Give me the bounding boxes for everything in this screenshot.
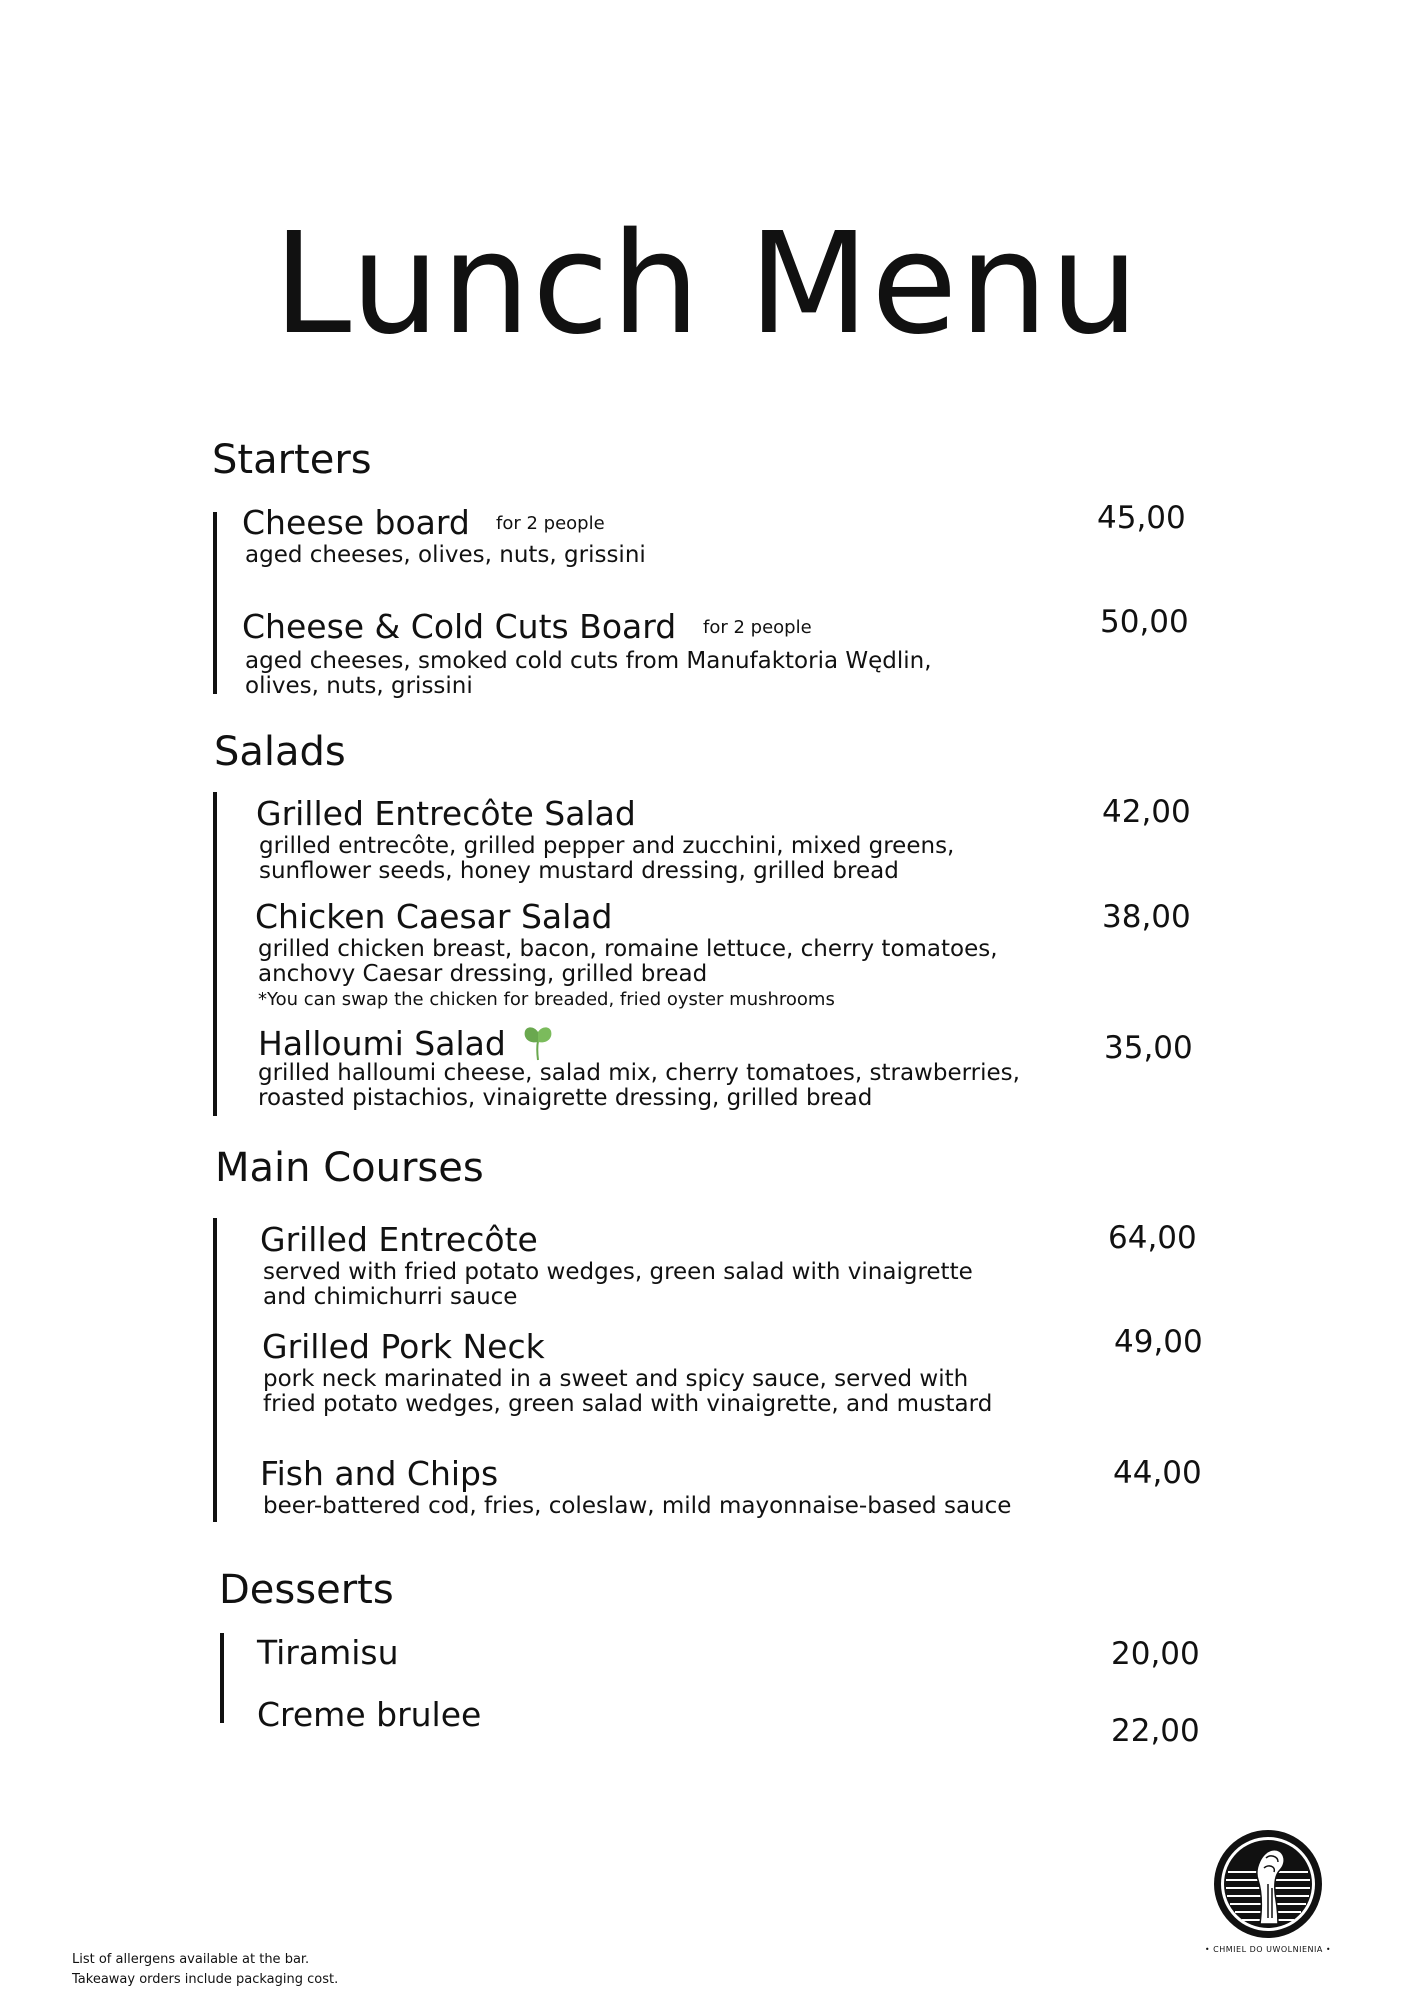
item-name: Cheese & Cold Cuts Board: [242, 607, 677, 646]
item-name: Halloumi Salad: [258, 1024, 506, 1063]
item-description: aged cheeses, smoked cold cuts from Manufaktoria Wędlin,: [245, 648, 932, 674]
item-price: 45,00: [1097, 500, 1186, 536]
item-note: for 2 people: [703, 617, 812, 638]
item-price: 50,00: [1100, 604, 1189, 640]
item-name: Cheese board: [242, 503, 470, 542]
item-description: sunflower seeds, honey mustard dressing, grilled bread: [259, 858, 899, 884]
item-price: 64,00: [1108, 1220, 1197, 1256]
section-divider-bar: [213, 792, 217, 1116]
item-name: Chicken Caesar Salad: [255, 897, 613, 936]
hop-logo-icon: [1212, 1828, 1324, 1940]
item-description: roasted pistachios, vinaigrette dressing, grilled bread: [258, 1085, 873, 1111]
item-description: served with fried potato wedges, green salad with vinaigrette: [263, 1259, 973, 1285]
item-price: 49,00: [1114, 1324, 1203, 1360]
item-price: 22,00: [1111, 1713, 1200, 1749]
footer-takeaway-note: Takeaway orders include packaging cost.: [72, 1972, 339, 1987]
logo-caption: • CHMIEL DO UWOLNIENIA •: [1204, 1945, 1332, 1954]
section-title-main-courses: Main Courses: [215, 1145, 484, 1191]
section-title-salads: Salads: [214, 729, 346, 775]
section-title-starters: Starters: [212, 437, 372, 483]
item-price: 20,00: [1111, 1636, 1200, 1672]
item-name: Fish and Chips: [260, 1454, 499, 1493]
item-name: Grilled Pork Neck: [262, 1327, 545, 1366]
item-name: Tiramisu: [257, 1633, 399, 1672]
section-title-desserts: Desserts: [219, 1567, 394, 1613]
item-description: aged cheeses, olives, nuts, grissini: [245, 542, 646, 568]
vegetarian-leaf-icon: [521, 1024, 555, 1062]
item-name: Grilled Entrecôte: [260, 1220, 538, 1259]
item-price: 42,00: [1102, 794, 1191, 830]
item-footnote: *You can swap the chicken for breaded, fried oyster mushrooms: [258, 989, 835, 1010]
item-description: grilled chicken breast, bacon, romaine lettuce, cherry tomatoes,: [258, 936, 998, 962]
item-description: fried potato wedges, green salad with vinaigrette, and mustard: [263, 1391, 993, 1417]
item-description: beer-battered cod, fries, coleslaw, mild mayonnaise-based sauce: [263, 1493, 1012, 1519]
section-divider-bar: [213, 1218, 217, 1522]
item-name: Grilled Entrecôte Salad: [256, 794, 636, 833]
page-title: Lunch Menu: [273, 203, 1141, 366]
item-note: for 2 people: [496, 513, 605, 534]
item-description: pork neck marinated in a sweet and spicy sauce, served with: [263, 1366, 969, 1392]
item-description: grilled entrecôte, grilled pepper and zucchini, mixed greens,: [259, 833, 955, 859]
section-divider-bar: [213, 512, 217, 694]
item-price: 38,00: [1102, 899, 1191, 935]
item-description: and chimichurri sauce: [263, 1284, 518, 1310]
item-price: 35,00: [1104, 1030, 1193, 1066]
footer-allergens-note: List of allergens available at the bar.: [72, 1952, 310, 1967]
item-price: 44,00: [1113, 1455, 1202, 1491]
section-divider-bar: [220, 1633, 224, 1723]
item-description: anchovy Caesar dressing, grilled bread: [258, 961, 708, 987]
item-description: olives, nuts, grissini: [245, 673, 473, 699]
item-name: Creme brulee: [257, 1695, 482, 1734]
item-description: grilled halloumi cheese, salad mix, cherry tomatoes, strawberries,: [258, 1060, 1020, 1086]
